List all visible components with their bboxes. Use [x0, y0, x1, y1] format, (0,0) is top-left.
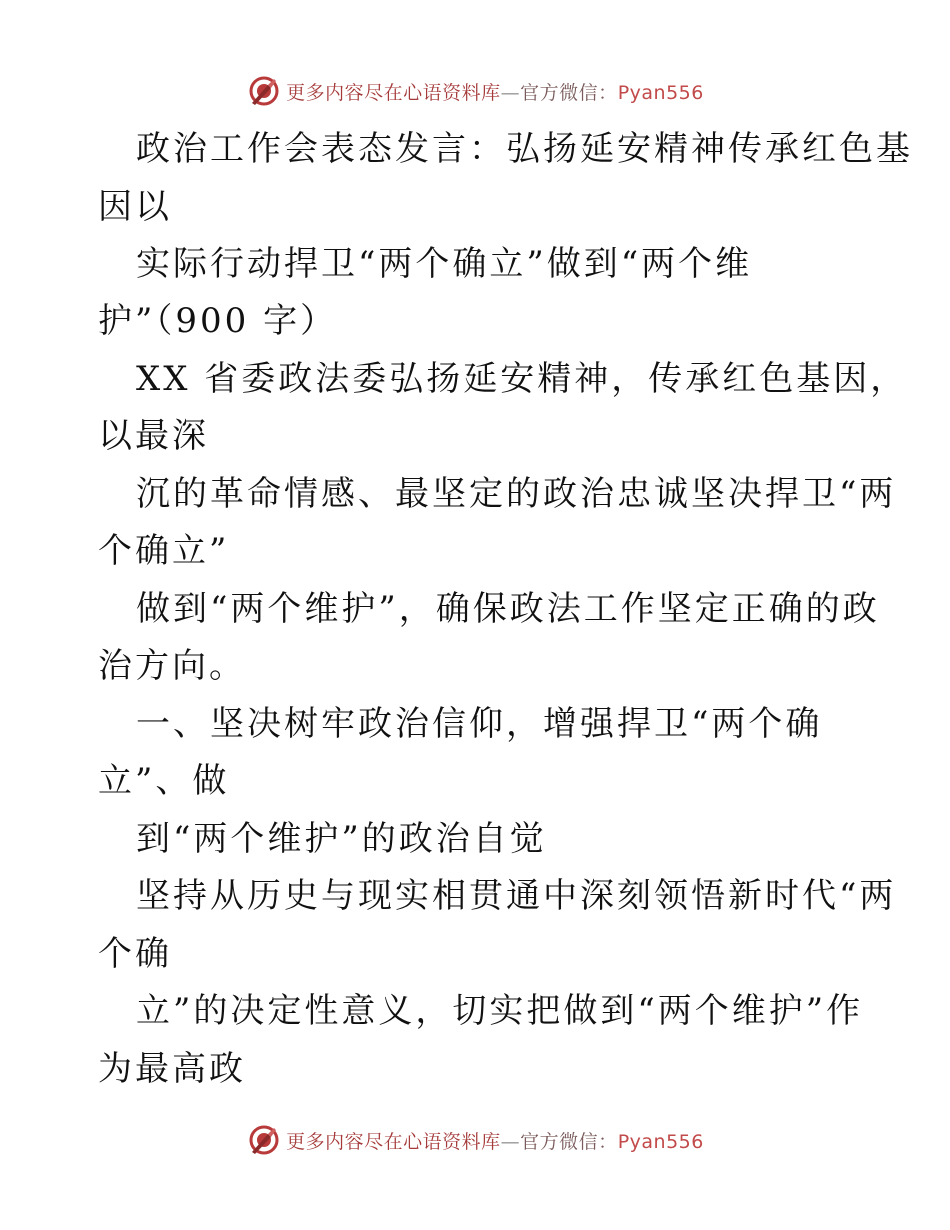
footer-promo-text: 更多内容尽在心语资料库 — [286, 1130, 501, 1153]
section-heading-line: 到“两个维护”的政治自觉 — [136, 819, 547, 859]
section-heading-line: 一、坚决树牢政治信仰，增强捍卫“两个确 — [136, 704, 823, 744]
header-wechat-label: 官方微信： — [520, 81, 618, 104]
paragraph-line: 坚持从历史与现实相贯通中深刻领悟新时代“两 — [136, 876, 897, 916]
header-promo-text: 更多内容尽在心语资料库 — [286, 81, 501, 104]
footer-dash: — — [500, 1130, 521, 1153]
paragraph-line: 做到“两个维护”，确保政法工作坚定正确的政 — [136, 589, 880, 629]
document-title-line: 因以 — [98, 187, 172, 227]
paragraph-line: 以最深 — [98, 416, 209, 456]
pen-logo-icon — [246, 1122, 282, 1158]
paragraph-line: 个确 — [98, 934, 172, 974]
paragraph-line: 立”的决定性意义，切实把做到“两个维护”作 — [136, 991, 864, 1031]
paragraph-line: 为最高政 — [98, 1049, 246, 1089]
document-title-line: 实际行动捍卫“两个确立”做到“两个维 — [136, 244, 753, 284]
header-banner-text — [286, 78, 704, 105]
paragraph-line: XX 省委政法委弘扬延安精神，传承红色基因， — [136, 359, 908, 399]
header-banner — [0, 71, 950, 111]
paragraph-line: 个确立” — [98, 531, 230, 571]
pen-logo-icon — [246, 73, 282, 109]
paragraph-line: 沉的革命情感、最坚定的政治忠诚坚决捍卫“两 — [136, 474, 897, 514]
document-title-line: 护”（900 字） — [98, 301, 338, 341]
footer-banner-text — [286, 1127, 704, 1154]
footer-wechat-label: 官方微信： — [520, 1130, 618, 1153]
footer-banner — [0, 1120, 950, 1160]
document-title-line: 政治工作会表态发言：弘扬延安精神传承红色基 — [136, 129, 913, 169]
paragraph-line: 治方向。 — [98, 646, 246, 686]
footer-wechat-id: Pyan556 — [617, 1130, 704, 1153]
footer-banner-inner — [246, 1122, 704, 1158]
section-heading-line: 立”、做 — [98, 761, 230, 801]
header-banner-inner — [246, 73, 704, 109]
header-dash: — — [500, 81, 521, 104]
header-wechat-id: Pyan556 — [617, 81, 704, 104]
